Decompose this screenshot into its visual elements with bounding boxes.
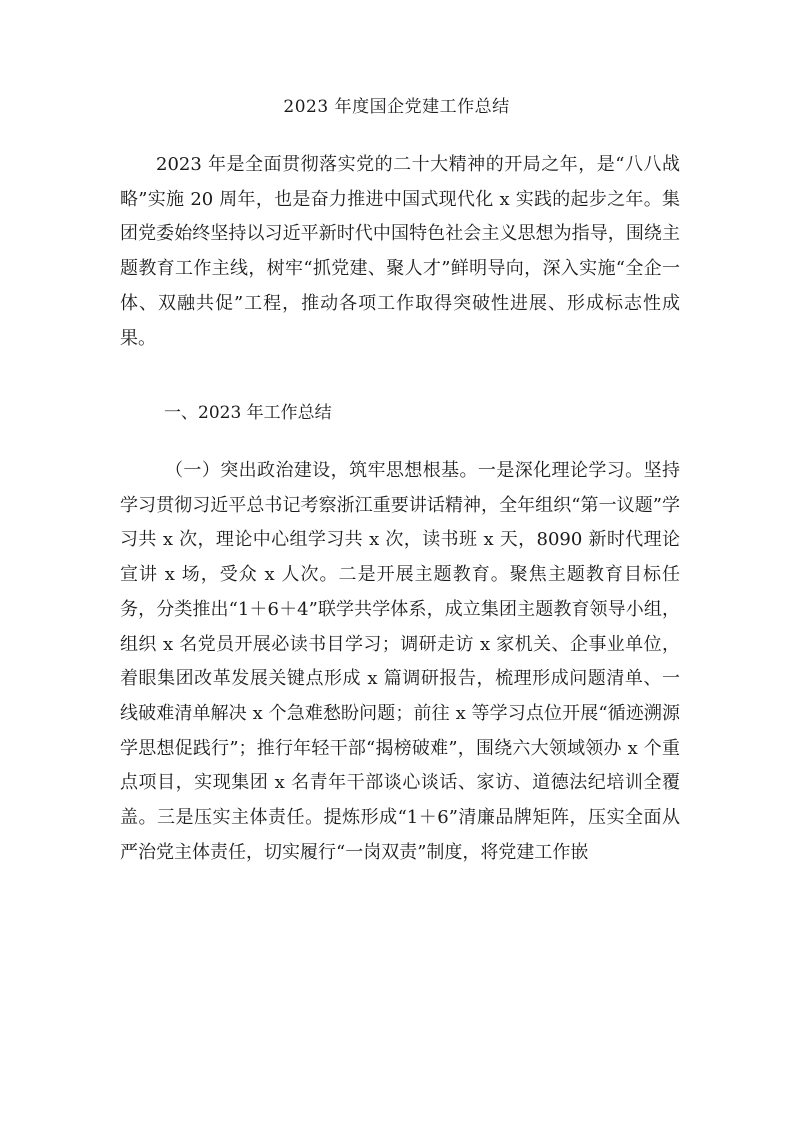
intro-paragraph: 2023 年是全面贯彻落实党的二十大精神的开局之年，是“八八战略”实施 20 周年，也是奋力推进中国式现代化 x 实践的起步之年。集团党委始终坚持以习近平新时代中国特色社会主义思想为指导，围绕主题教育工作主线，树牢“抓党建、聚人才”鲜明导向，深入实施“全企一体、双融共促”工程，推动各项工作取得突破性进展、形成标志性成果。: [120, 154, 680, 349]
section-paragraph: （一）突出政治建设，筑牢思想根基。一是深化理论学习。坚持学习贯彻习近平总书记考察浙江重要讲话精神，全年组织“第一议题”学习共 x 次，理论中心组学习共 x 次，读书班 x 天，8090 新时代理论宣讲 x 场，受众 x 人次。二是开展主题教育。聚焦主题教育目标任务，分类推出“1＋6＋4”联学共学体系，成立集团主题教育领导小组，组织 x 名党员开展必读书目学习；调研走访 x 家机关、企事业单位，着眼集团改革发展关键点形成 x 篇调研报告，梳理形成问题清单、一线破难清单解决 x 个急难愁盼问题；前往 x 等学习点位开展“循迹溯源学思想促践行”；推行年轻干部“揭榜破难”，围绕六大领域领办 x 个重点项目，实现集团 x 名青年干部谈心谈话、家访、道德法纪培训全覆盖。三是压实主体责任。提炼形成“1＋6”清廉品牌矩阵，压实全面从严治党主体责任，切实履行“一岗双责”制度，将党建工作嵌: [120, 460, 680, 863]
document-title: 2023 年度国企党建工作总结: [283, 97, 510, 117]
section-heading: 一、2023 年工作总结: [164, 403, 332, 423]
